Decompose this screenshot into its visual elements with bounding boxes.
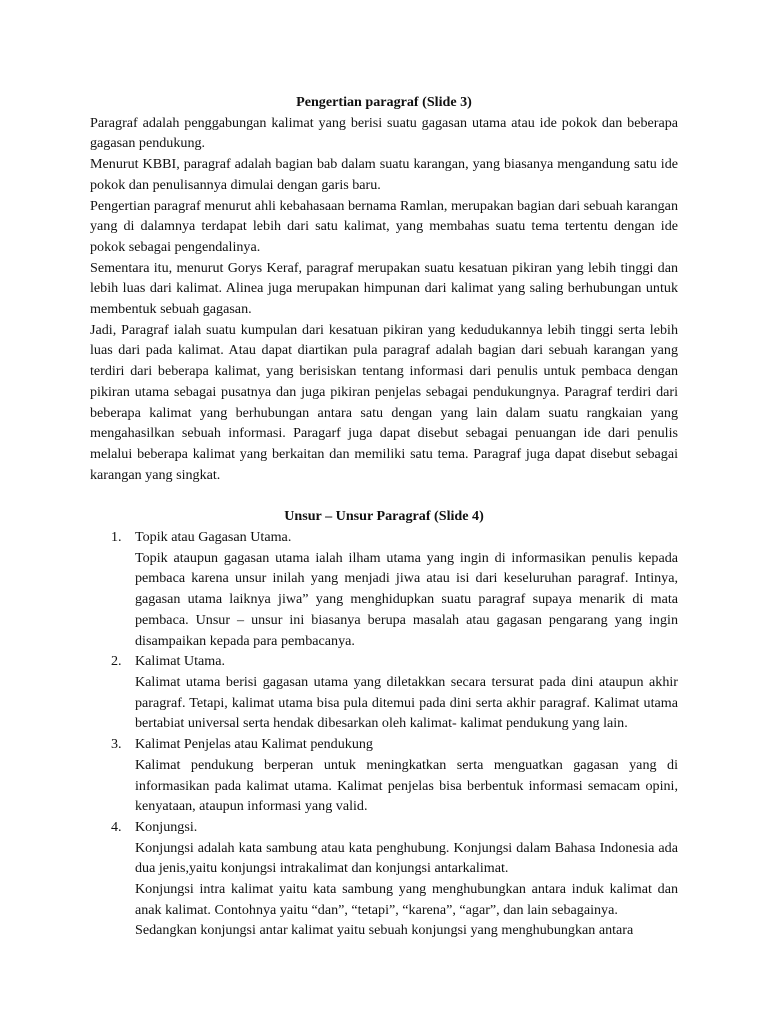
document-page (90, 92, 678, 941)
list-number: 4. (111, 818, 122, 835)
list-item-body: Topik ataupun gagasan utama ialah ilham utama yang ingin di informasikan penulis kepada pembaca karena unsur inilah yang menjadi jiwa atau isi dari keseluruhan paragraf. Intinya, gagasan utama laiknya jiwa” yang menghidupkan suatu paragraf supaya menarik di mata pembaca. Unsur – unsur ini biasanya berupa masalah atau gagasan pengarang yang ingin disampaikan kepada para pembacanya. (135, 549, 678, 649)
list-item (90, 734, 678, 817)
list-item-body: Kalimat utama berisi gagasan utama yang diletakkan secara tersurat pada dini ataupun akhir paragraf. Tetapi, kalimat utama bisa pula ditemui pada dini serta akhir paragraf. Kalimat utama bertabiat universal serta hendak dibesarkan oleh kalimat- kalimat pendukung yang lain. (135, 673, 678, 732)
list-item-body: Sedangkan konjungsi antar kalimat yaitu sebuah konjungsi yang menghubungkan antara (135, 922, 634, 939)
list-item-title: Konjungsi. (135, 818, 198, 835)
list-item (90, 651, 678, 734)
list-item-title: Topik atau Gagasan Utama. (135, 529, 292, 546)
list-item-body: Konjungsi adalah kata sambung atau kata penghubung. Konjungsi dalam Bahasa Indonesia ada dua jenis,yaitu konjungsi intrakalimat dan konjungsi antarkalimat. (135, 839, 678, 877)
list-number: 1. (111, 529, 122, 546)
section-spacer (90, 485, 678, 506)
list-item (90, 527, 678, 651)
list-item-title: Kalimat Utama. (135, 653, 226, 670)
paragraph: Pengertian paragraf menurut ahli kebahasaan bernama Ramlan, merupakan bagian dari sebuah karangan yang di dalamnya terdapat lebih dari satu kalimat, yang membahas suatu tema tertentu dengan ide pokok sebagai pengendalinya. (90, 197, 678, 255)
section-title-unsur: Unsur – Unsur Paragraf (Slide 4) (284, 508, 484, 525)
unsur-list (90, 527, 678, 941)
paragraph: Jadi, Paragraf ialah suatu kumpulan dari kesatuan pikiran yang kedudukannya lebih tinggi serta lebih luas dari pada kalimat. Atau dapat diartikan pula paragraf adalah bagian dari sebuah karangan yang terdiri dari beberapa kalimat, yang berisiskan tentang informasi dari penulis untuk pembaca dengan pikiran utama sebagai pusatnya dan juga pikiran penjelas sebagai pendukungnya. Paragraf terdiri dari beberapa kalimat yang berhubungan antara satu dengan yang lain dalam suatu rangkaian yang mengahasilkan sebuah informasi. Paragarf juga dapat disebut sebagai penuangan ide dari penulis melalui beberapa kalimat yang berkaitan dan memiliki satu tema. Paragraf juga dapat disebut sebagai karangan yang singkat. (90, 321, 678, 483)
list-item-title: Kalimat Penjelas atau Kalimat pendukung (135, 736, 373, 753)
paragraph: Sementara itu, menurut Gorys Keraf, paragraf merupakan suatu kesatuan pikiran yang lebih tinggi dan lebih luas dari kalimat. Alinea juga merupakan himpunan dari kalimat yang saling berhubungan untuk membentuk sebuah gagasan. (90, 259, 678, 318)
section-title-pengertian: Pengertian paragraf (Slide 3) (296, 94, 472, 110)
list-item (90, 817, 678, 941)
list-number: 2. (111, 653, 122, 670)
paragraph: Paragraf adalah penggabungan kalimat yang berisi suatu gagasan utama atau ide pokok dan beberapa gagasan pendukung. (90, 114, 678, 152)
list-number: 3. (111, 736, 122, 753)
list-item-body: Kalimat pendukung berperan untuk meningkatkan serta menguatkan gagasan yang di informasikan pada kalimat utama. Kalimat penjelas bisa berbentuk informasi semacam opini, kenyataan, ataupun informasi yang valid. (135, 756, 678, 815)
list-item-body: Konjungsi intra kalimat yaitu kata sambung yang menghubungkan antara induk kalimat dan anak kalimat. Contohnya yaitu “dan”, “tetapi”, “karena”, “agar”, dan lain sebagainya. (135, 881, 678, 918)
paragraph: Menurut KBBI, paragraf adalah bagian bab dalam suatu karangan, yang biasanya mengandung satu ide pokok dan penulisannya dimulai dengan garis baru. (90, 156, 678, 193)
